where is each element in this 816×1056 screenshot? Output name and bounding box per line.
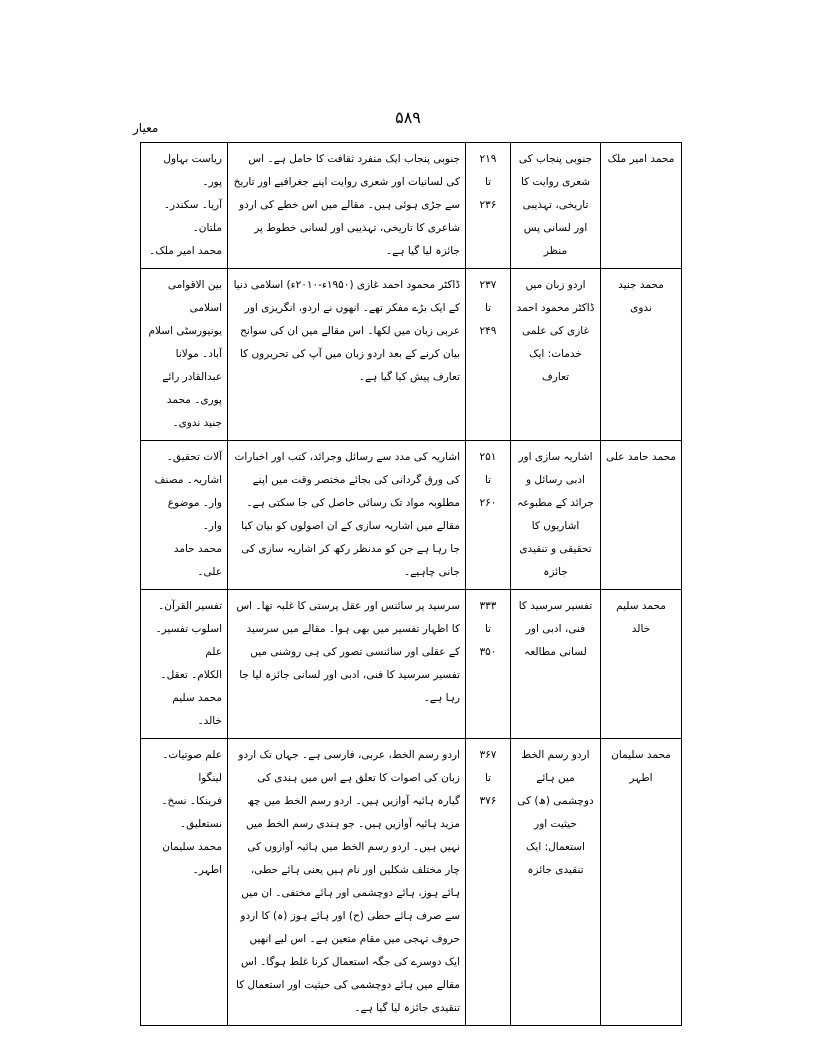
keyword-line: فرینکا۔ نسخ۔ نستعلیق۔: [161, 795, 222, 830]
summary-cell: جنوبی پنجاب ایک منفرد ثقافت کا حامل ہے۔ اس کی لسانیات اور شعری روایت اپنے جغرافیے اور تاریخ سے جڑی ہوئی ہیں۔ مقالے میں اس خطے کی اردو شاعری کا تاریخی، تہذیبی اور لسانی خطوط پر جائزہ لیا گیا ہے۔: [228, 143, 466, 269]
keyword-line: ملتان۔: [192, 222, 222, 234]
title-cell: اشاریہ سازی اور ادبی رسائل و جرائد کے مطبوعہ اشاریوں کا تحقیقی و تنقیدی جائزہ: [511, 441, 601, 590]
author-cell: محمد سلیم خالد: [601, 590, 682, 739]
page-range-word: تا: [484, 772, 492, 784]
keyword-line: علم صوتیات۔ لینگوا: [162, 749, 222, 784]
source-cell: [141, 590, 228, 739]
table-row: [141, 269, 682, 441]
table-row: [141, 143, 682, 269]
keyword-line: محمد سلیمان اطہر۔: [162, 841, 222, 876]
keyword-line: آریا۔ سکندر۔: [163, 199, 222, 211]
pages-cell: [466, 269, 511, 441]
keyword-line: بین الاقوامی اسلامی: [167, 279, 222, 314]
author-cell: محمد امیر ملک: [601, 143, 682, 269]
page-range-word: تا: [484, 302, 492, 314]
pages-cell: [466, 739, 511, 1026]
article-index-table: [140, 142, 682, 1026]
title-cell: اردو زبان میں ڈاکٹر محمود احمد غازی کی علمی خدمات: ایک تعارف: [511, 269, 601, 441]
table-row: [141, 441, 682, 590]
author-cell: محمد جنید ندوی: [601, 269, 682, 441]
pages-cell: [466, 143, 511, 269]
page-start: ۲۵۱: [479, 451, 497, 463]
page-start: ۳۶۷: [479, 749, 497, 761]
page-end: ۲۳۶: [479, 199, 497, 211]
page-start: ۳۳۳: [479, 600, 497, 612]
journal-name: معیار: [133, 121, 159, 135]
keyword-line: آباد۔ مولانا: [175, 348, 222, 360]
keyword-line: آلات تحقیق۔: [166, 451, 222, 463]
title-cell: تفسیر سرسید کا فنی، ادبی اور لسانی مطالعہ: [511, 590, 601, 739]
page-end: ۳۷۶: [479, 795, 497, 807]
page-end: ۲۶۰: [479, 497, 497, 509]
keyword-line: عبدالقادر رائے: [162, 371, 222, 383]
pages-cell: [466, 590, 511, 739]
keyword-line: محمد حامد علی۔: [173, 543, 222, 578]
keyword-line: محمد امیر ملک۔: [149, 245, 222, 257]
page-start: ۲۳۷: [479, 279, 497, 291]
page-end: ۲۴۹: [479, 325, 497, 337]
pages-cell: [466, 441, 511, 590]
source-cell: [141, 269, 228, 441]
keyword-line: اسلوب تفسیر۔ علم: [155, 623, 222, 658]
page-range-word: تا: [484, 623, 492, 635]
page-end: ۳۵۰: [479, 646, 497, 658]
source-cell: [141, 441, 228, 590]
title-cell: جنوبی پنجاب کی شعری روایت کا تاریخی، تہذیبی اور لسانی پس منظر: [511, 143, 601, 269]
summary-cell: اردو رسم الخط، عربی، فارسی ہے۔ جہاں تک اردو زبان کی اصوات کا تعلق ہے اس میں ہندی کی گیارہ ہائیہ آوازیں ہیں۔ اردو رسم الخط میں چھ مزید ہائیہ آوازیں ہیں۔ جو ہندی رسم الخط میں نہیں ہیں۔ اردو رسم الخط میں ہائیہ آوازوں کی چار مختلف شکلیں اور نام ہیں یعنی ہائے حطی، ہائے ہوز، ہائے دوچشمی اور ہائے مختفی۔ ان میں سے صرف ہائے حطی (ح) اور ہائے ہوز (ہ) کا اردو حروف تہجی میں مقام متعین ہے۔ اس لیے انھیں ایک دوسرے کی جگہ استعمال کرنا غلط ہوگا۔ اس مقالے میں ہائے دوچشمی کی حیثیت اور استعمال کا تنقیدی جائزہ لیا گیا ہے۔: [228, 739, 466, 1026]
summary-cell: اشاریہ کی مدد سے رسائل وجرائد، کتب اور اخبارات کی ورق گردانی کی بجائے مختصر وقت میں اپنے مطلوبہ مواد تک رسائی حاصل کی جا سکتی ہے۔ مقالے میں اشاریہ سازی کے ان اصولوں کو بیان کیا جا رہا ہے جن کو مدنظر رکھ کر اشاریہ سازی کی جانی چاہیے۔: [228, 441, 466, 590]
keyword-line: محمد سلیم خالد۔: [172, 692, 222, 727]
page-number: ۵۸۹: [395, 108, 421, 127]
keyword-line: وار۔ موضوع وار۔: [167, 497, 222, 532]
table-row: [141, 739, 682, 1026]
keyword-line: یونیورسٹی اسلام: [148, 325, 222, 337]
keyword-line: الکلام۔ تعقل۔: [160, 669, 222, 681]
page-range-word: تا: [484, 474, 492, 486]
summary-cell: سرسید پر سائنس اور عقل پرستی کا غلبہ تھا۔ اس کا اظہار تفسیر میں بھی ہوا۔ مقالے میں سرسید کے عقلی اور سائنسی تصور کی ہی روشنی میں تفسیر سرسید کا فنی، ادبی اور لسانی جائزہ لیا جا رہا ہے۔: [228, 590, 466, 739]
source-cell: [141, 739, 228, 1026]
keyword-line: ریاست بہاول پور۔: [163, 153, 222, 188]
author-cell: محمد حامد علی: [601, 441, 682, 590]
keyword-line: پوری۔ محمد جنید ندوی۔: [166, 394, 222, 429]
keyword-line: اشاریہ۔ مصنف: [154, 474, 222, 486]
keyword-line: تفسیر القرآن۔: [158, 600, 222, 612]
author-cell: محمد سلیمان اطہر: [601, 739, 682, 1026]
summary-cell: ڈاکٹر محمود احمد غازی (۱۹۵۰ء-۲۰۱۰ء) اسلامی دنیا کے ایک بڑے مفکر تھے۔ انھوں نے اردو، انگریزی اور عربی زبان میں لکھا۔ اس مقالے میں ان کی سوانح بیان کرنے کے بعد اردو زبان میں آپ کی تحریروں کا تعارف پیش کیا گیا ہے۔: [228, 269, 466, 441]
title-cell: اردو رسم الخط میں ہائے دوچشمی (ھ) کی حیثیت اور استعمال: ایک تنقیدی جائزہ: [511, 739, 601, 1026]
page-start: ۲۱۹: [479, 153, 497, 165]
source-cell: [141, 143, 228, 269]
page-range-word: تا: [484, 176, 492, 188]
table-row: [141, 590, 682, 739]
